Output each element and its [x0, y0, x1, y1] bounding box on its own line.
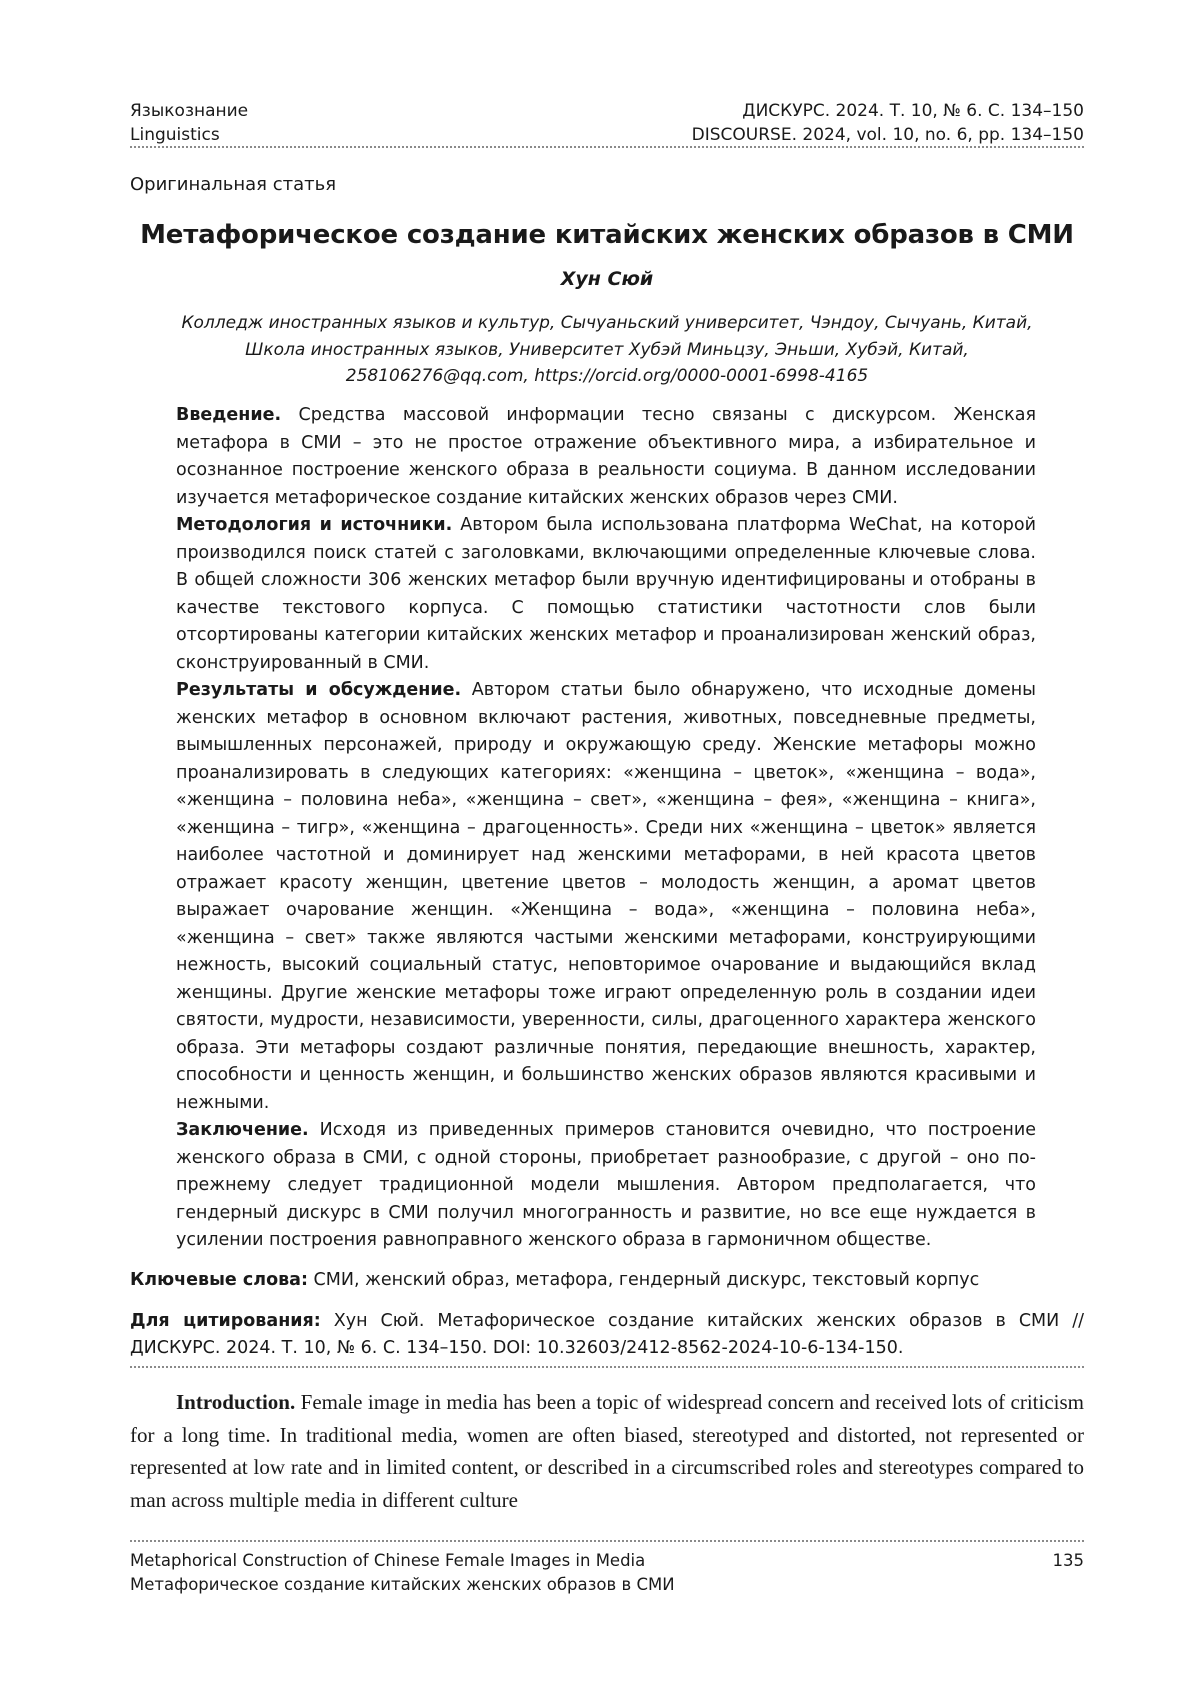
abstract: [176, 402, 1036, 1255]
abstract-conclusion: [176, 1117, 1036, 1255]
abstract-method-label: Методология и источники.: [176, 515, 453, 535]
journal-reference: [692, 99, 1084, 147]
page-number: 135: [1052, 1551, 1084, 1570]
article-type: Оригинальная статья: [130, 174, 337, 195]
abstract-results-label: Результаты и обсуждение.: [176, 680, 462, 700]
journal-en: DISCOURSE. 2024, vol. 10, no. 6, pp. 134–150: [691, 125, 1084, 145]
abstract-conclusion-label: Заключение.: [176, 1120, 309, 1140]
abstract-intro-text: Средства массовой информации тесно связаны с дискурсом. Женская метафора в СМИ – это не простое отражение объективного мира, а избирательное и осознанное построение женского образа в реальности социума. В данном исследовании изучается метафорическое создание китайских женских образов через СМИ.: [176, 405, 1036, 508]
abstract-results: [176, 677, 1036, 1117]
abstract-introduction: [176, 402, 1036, 512]
footer-divider: [130, 1540, 1084, 1542]
introduction-label: Introduction.: [176, 1390, 296, 1414]
keywords-label: Ключевые слова:: [130, 1270, 308, 1290]
header-divider: [130, 146, 1084, 148]
citation-text: Хун Сюй. Метафорическое создание китайских женских образов в СМИ // ДИСКУРС. 2024. Т. 10, № 6. С. 134–150. DOI: 10.32603/2412-8562-2024-10-6-134-150.: [130, 1311, 1084, 1358]
section-en: Linguistics: [130, 125, 220, 145]
contact-line: 258106276@qq.com, https://orcid.org/0000-0001-6998-4165: [345, 366, 869, 386]
author-affiliation: [130, 310, 1084, 390]
affiliation-line: Колледж иностранных языков и культур, Сычуаньский университет, Чэндоу, Сычуань, Китай,: [181, 313, 1033, 333]
footer-title-en: Metaphorical Construction of Chinese Female Images in Media: [130, 1551, 646, 1570]
introduction-text: Female image in media has been a topic of widespread concern and received lots of criticism for a long time. In traditional media, women are often biased, stereotyped and distorted, not represented or represented at low rate and in limited content, or described in a circumscribed roles and stereotypes compared to man across multiple media in different culture: [130, 1390, 1084, 1512]
body-text-en: [130, 1386, 1084, 1516]
citation-label: Для цитирования:: [130, 1311, 321, 1331]
author-name: Хун Сюй: [560, 268, 654, 290]
footer-title-ru: Метафорическое создание китайских женских образов в СМИ: [130, 1575, 675, 1594]
citation-divider: [130, 1366, 1084, 1368]
journal-ru: ДИСКУРС. 2024. Т. 10, № 6. С. 134–150: [742, 101, 1084, 121]
affiliation-line: Школа иностранных языков, Университет Хубэй Миньцзу, Эньши, Хубэй, Китай,: [245, 339, 969, 360]
article-title: Метафорическое создание китайских женских образов в СМИ: [140, 220, 1074, 250]
abstract-methodology: [176, 512, 1036, 677]
footer-titles: [130, 1549, 675, 1597]
abstract-method-text: Автором была использована платформа WeChat, на которой производился поиск статей с заголовками, включающими определенные ключевые слова. В общей сложности 306 женских метафор были вручную идентифицированы и отобраны в качестве текстового корпуса. С помощью статистики частотности слов были отсортированы категории китайских женских метафор и проанализирован женский образ, сконструированный в СМИ.: [176, 515, 1036, 673]
abstract-intro-label: Введение.: [176, 405, 282, 425]
citation: [130, 1308, 1084, 1362]
section-ru: Языкознание: [130, 101, 249, 121]
abstract-results-text: Автором статьи было обнаружено, что исходные домены женских метафор в основном включают растения, животных, повседневные предметы, вымышленных персонажей, природу и окружающую среду. Женские метафоры можно проанализировать в следующих категориях: «женщина – цветок», «женщина – вода», «женщина – половина неба», «женщина – свет», «женщина – фея», «женщина – книга», «женщина – тигр», «женщина – драгоценность». Среди них «женщина – цветок» является наиболее частотной и доминирует над женскими метафорами, в ней красота цветов отражает красоту женщин, цветение цветов – молодость женщин, а аромат цветов выражает очарование женщин. «Женщина – вода», «женщина – половина неба», «женщина – свет» также являются частыми женскими метафорами, конструирующими нежность, высокий социальный статус, неповторимое очарование и выдающийся вклад женщины. Другие женские метафоры тоже играют определенную роль в создании идеи святости, мудрости, независимости, уверенности, силы, драгоценного характера женского образа. Эти метафоры создают различные понятия, передающие внешность, характер, способности и ценность женщин, и большинство женских образов являются красивыми и нежными.: [176, 680, 1036, 1113]
keywords: [130, 1267, 1084, 1293]
introduction-paragraph: [130, 1386, 1084, 1516]
keywords-text: СМИ, женский образ, метафора, гендерный дискурс, текстовый корпус: [307, 1270, 980, 1290]
section-label: [130, 99, 248, 147]
abstract-conclusion-text: Исходя из приведенных примеров становится очевидно, что построение женского образа в СМИ, с одной стороны, приобретает разнообразие, с другой – оно по-прежнему следует традиционной модели мышления. Автором предполагается, что гендерный дискурс в СМИ получил многогранность и развитие, но все еще нуждается в усилении построения равноправного женского образа в гармоничном обществе.: [176, 1120, 1036, 1250]
